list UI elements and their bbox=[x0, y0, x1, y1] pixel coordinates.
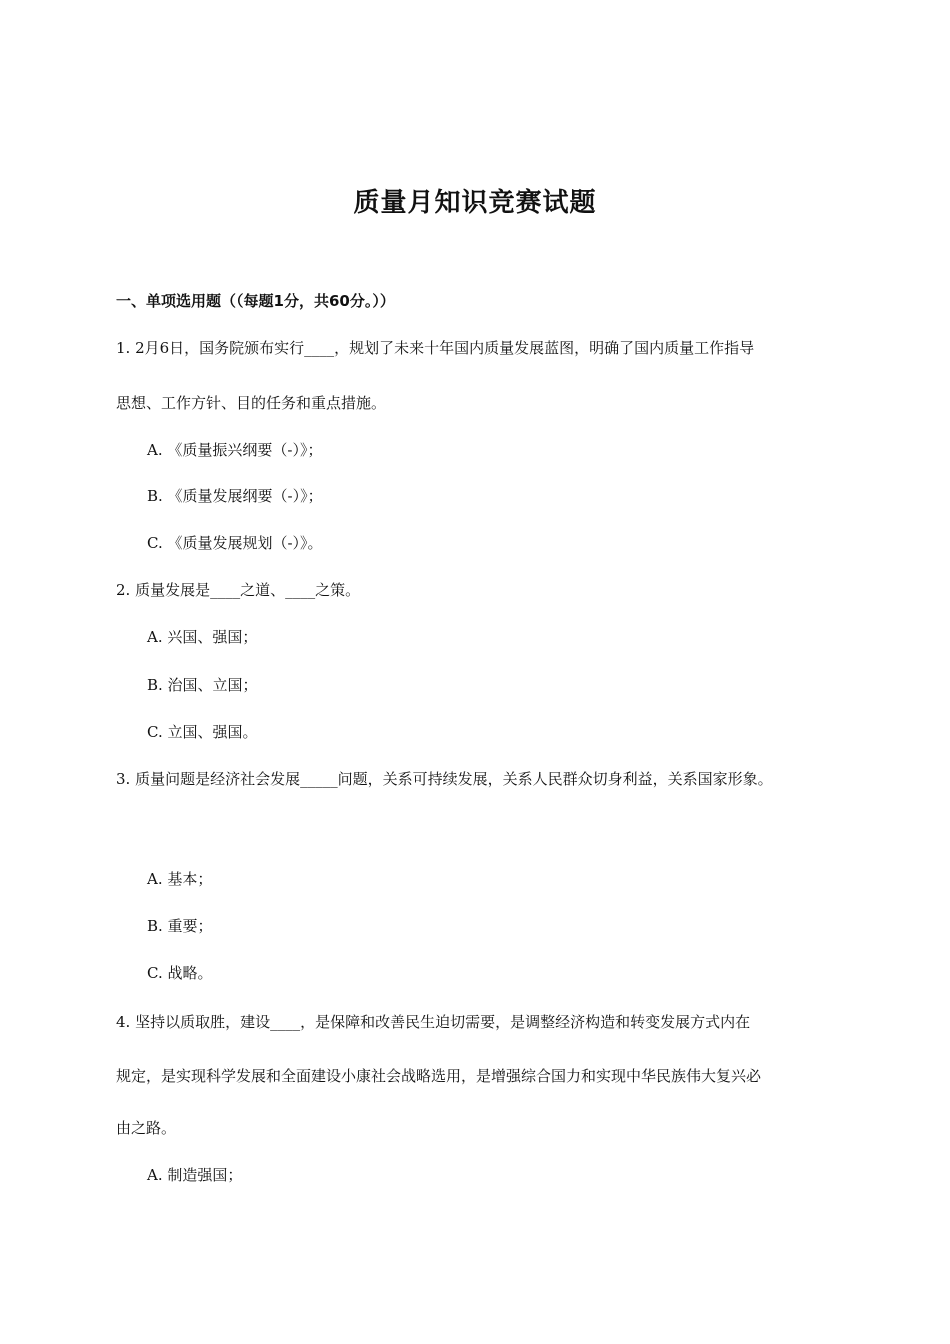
question-1-option-b: B. 《质量发展纲要（-）》； bbox=[147, 487, 323, 505]
document-title: 质量月知识竞赛试题 bbox=[353, 188, 597, 218]
section-heading: 一、单项选用题（（每题1分，共60分。）） bbox=[116, 292, 395, 310]
question-3-option-a: A. 基本； bbox=[147, 870, 213, 888]
question-4-option-a: A. 制造强国； bbox=[147, 1166, 243, 1184]
question-2-option-c: C. 立国、强国。 bbox=[147, 723, 258, 741]
question-2-option-b: B. 治国、立国； bbox=[147, 676, 258, 694]
question-4-line-1: 4. 坚持以质取胜，建设____，是保障和改善民生迫切需要，是调整经济构造和转变发展方式内在 bbox=[116, 1013, 751, 1031]
question-2-option-a: A. 兴国、强国； bbox=[147, 628, 258, 646]
question-4-line-2: 规定，是实现科学发展和全面建设小康社会战略选用，是增强综合国力和实现中华民族伟大复兴必 bbox=[116, 1067, 762, 1085]
question-3-option-b: B. 重要； bbox=[147, 917, 213, 935]
question-4-line-3: 由之路。 bbox=[116, 1119, 177, 1137]
question-2-line-1: 2. 质量发展是____之道、____之策。 bbox=[116, 581, 361, 599]
question-1-line-1: 1. 2月6日，国务院颁布实行____，规划了未来十年国内质量发展蓝图，明确了国内质量工作指导 bbox=[116, 339, 755, 357]
question-3-option-c: C. 战略。 bbox=[147, 964, 213, 982]
question-1-option-c: C. 《质量发展规划（-）》。 bbox=[147, 534, 323, 552]
question-1-option-a: A. 《质量振兴纲要（-）》； bbox=[147, 441, 323, 459]
question-1-line-2: 思想、工作方针、目的任务和重点措施。 bbox=[116, 394, 387, 412]
question-3-line-1: 3. 质量问题是经济社会发展_____问题，关系可持续发展，关系人民群众切身利益，关系国家形象。 bbox=[116, 770, 773, 788]
